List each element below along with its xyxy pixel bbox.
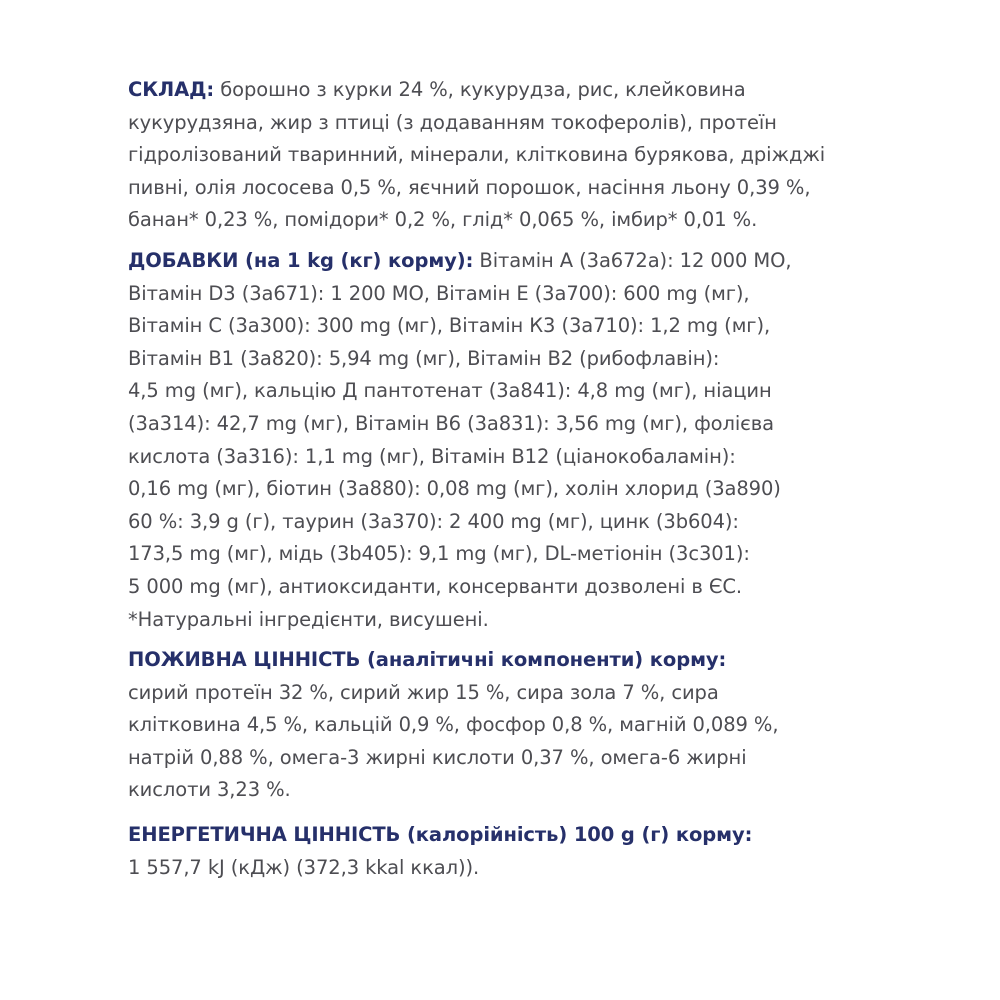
nutrition-line: клітковина 4,5 %, кальцій 0,9 %, фосфор 0,8 %, магній 0,089 %, [128,713,779,737]
composition-section [128,74,888,237]
additives-heading: ДОБАВКИ (на 1 kg (кг) корму): [128,248,474,272]
additives-line: кислота (3а316): 1,1 mg (мг), Вітамін В12 (ціанокобаламін): [128,444,736,468]
additives-section [128,245,888,636]
product-label-text [128,74,888,884]
energy-line: 1 557,7 kJ (кДж) (372,3 kkal ккал)). [128,855,480,879]
additives-line: 5 000 mg (мг), антиоксиданти, консерванти дозволені в ЄС. [128,574,743,598]
additives-line: Вітамін D3 (3а671): 1 200 МО, Вітамін Е (3а700): 600 mg (мг), [128,281,750,305]
additives-line: Вітамін В1 (3а820): 5,94 mg (мг), Вітамін В2 (рибофлавін): [128,346,720,370]
energy-section [128,819,888,884]
additives-line: 60 %: 3,9 g (г), таурин (3а370): 2 400 mg (мг), цинк (3b604): [128,509,739,533]
nutrition-line: кислоти 3,23 %. [128,778,291,802]
natural-ingredients-note: *Натуральні інгредієнти, висушені. [128,607,489,631]
nutrition-line: сирий протеїн 32 %, сирий жир 15 %, сира зола 7 %, сира [128,680,719,704]
composition-line: кукурудзяна, жир з птиці (з додаванням токоферолів), протеїн [128,110,777,134]
additives-line [128,245,888,278]
additives-line: 4,5 mg (мг), кальцію Д пантотенат (3а841): 4,8 mg (мг), ніацин [128,379,772,403]
energy-heading: ЕНЕРГЕТИЧНА ЦІННІСТЬ (калорійність) 100 g (г) корму: [128,823,753,847]
nutrition-section [128,644,888,807]
additives-line: 0,16 mg (мг), біотин (3а880): 0,08 mg (мг), холін хлорид (3а890) [128,477,781,501]
composition-line [128,74,888,107]
additives-line: 173,5 mg (мг), мідь (3b405): 9,1 mg (мг), DL-метіонін (3c301): [128,542,750,566]
composition-heading: СКЛАД: [128,78,215,101]
additives-line: (3а314): 42,7 mg (мг), Вітамін В6 (3а831): 3,56 mg (мг), фолієва [128,411,775,435]
additives-text: Вітамін А (3а672а): 12 000 МО, [473,248,792,272]
nutrition-line: натрій 0,88 %, омега-3 жирні кислоти 0,37 %, омега-6 жирні [128,745,747,769]
nutrition-heading: ПОЖИВНА ЦІННІСТЬ (аналітичні компоненти) корму: [128,648,727,672]
additives-line: Вітамін С (3а300): 300 mg (мг), Вітамін К3 (3а710): 1,2 mg (мг), [128,314,771,338]
composition-line: гідролізований тваринний, мінерали, клітковина бурякова, дріжджі [128,143,826,167]
composition-line: банан* 0,23 %, помідори* 0,2 %, глід* 0,065 %, імбир* 0,01 %. [128,208,758,232]
composition-line: пивні, олія лососева 0,5 %, яєчний порошок, насіння льону 0,39 %, [128,175,811,199]
composition-text: борошно з курки 24 %, кукурудза, рис, клейковина [214,78,746,101]
